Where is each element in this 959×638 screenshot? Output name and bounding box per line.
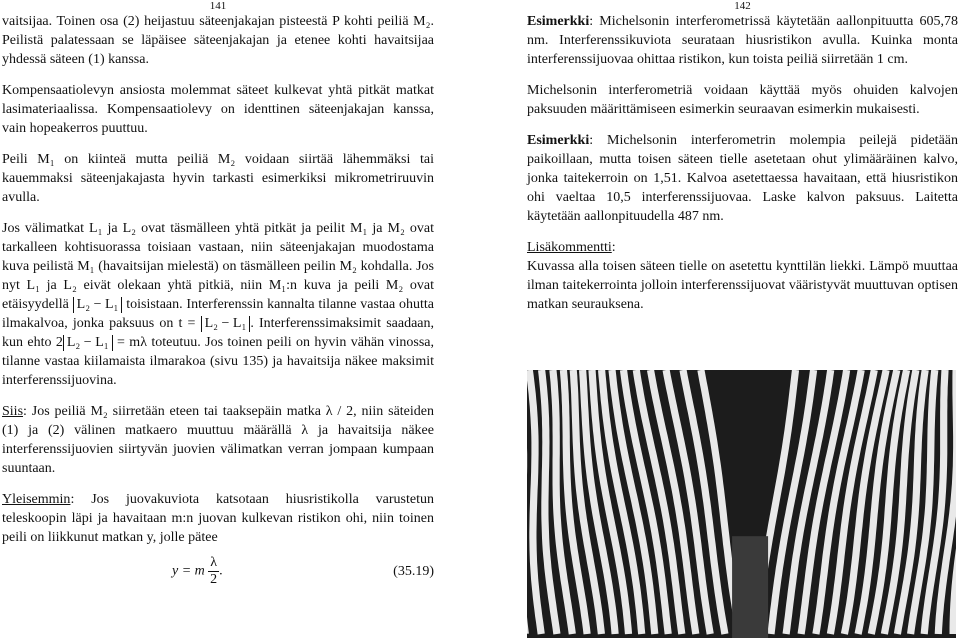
abs-l2-l1-c: L₂ − L₁ bbox=[63, 335, 113, 351]
candle-shape bbox=[732, 536, 768, 638]
paragraph-example-1 bbox=[527, 12, 958, 69]
eq-period: . bbox=[219, 563, 223, 579]
paragraph-mirror-movement: Peili M₁ on kiinteä mutta peiliä M₂ voidaan siirtää lähemmäksi tai kauemmaksi säteenjakajasta hyvin tarkasti esimerkiksi mikrometriruuvin avulla. bbox=[2, 152, 434, 205]
paragraph-beam-path: vaitsijaa. Toinen osa (2) heijastuu säteenjakajan pisteestä P kohti peiliä M₂. Peilistä palatessaan se läpäisee säteenjakajan ja etenee kohti havaitsijaa yhdessä säteen (1) kanssa. bbox=[2, 14, 434, 67]
path-text-a: Jos välimatkat L₁ ja L₂ ovat täsmälleen yhtä pitkät ja peilit M₁ ja M₂ ovat tarkalleen kohtisuorassa toisiaan vastaan, niin säteenjakajan muodostama kuva peilistä M₁ (havaitsijan mielestä) on täsmälleen peilin M₂ kohdalla. Jos nyt L₁ ja L₂ eivät olekaan yhtä pitkiä, niin M₁:n kuva ja peili M₂ ovat etäisyydellä bbox=[2, 221, 434, 312]
paragraph-example-2 bbox=[527, 131, 958, 226]
siis-label: Siis bbox=[2, 404, 24, 419]
equation-35-19 bbox=[2, 555, 434, 588]
path-text-d: = mλ toteutuu. Jos toinen peili on hyvin vähän vinossa, tilanne vastaa kiilamaista ilmarakoa (sivu 135) ja havaitsija näkee maksimit interferenssijuovina. bbox=[2, 335, 435, 388]
eq-denominator: 2 bbox=[210, 572, 218, 587]
right-page bbox=[527, 0, 958, 326]
paragraph-thin-film: Michelsonin interferometriä voidaan käyttää myös ohuiden kalvojen paksuuden määrittämiseen esimerkin seuraavan esimerkin mukaisesti. bbox=[527, 83, 958, 117]
paragraph-lisakommentti bbox=[527, 238, 958, 314]
yleisemmin-text: : Jos juovakuviota katsotaan hiusristikolla varustetun teleskoopin läpi ja havaitaan m:n juovan kulkevan ristikon ohi, niin toinen peili on liikkunut matkan y, jolle pätee bbox=[2, 492, 434, 545]
example-2-text: : Michelsonin interferometrin molempia peilejä pidetään paikoillaan, mutta toisen säteen tielle asetetaan ohut ylimääräinen kalvo, jonka taitekerroin on 1,51. Kalvoa asetettaessa havaitaan, että hiusristikon ohi vaeltaa 10,5 interferenssijuovaa. Laske kalvon paksuus. Laitetta käytetään aallonpituudella 487 nm. bbox=[527, 133, 958, 224]
lisakommentti-colon: : bbox=[611, 240, 616, 255]
siis-text: : Jos peiliä M₂ siirretään eteen tai taaksepäin matka λ / 2, niin säteiden (1) ja (2) välinen matkaero muuttuu määrällä λ ja havaitsija näkee interferenssijuovien siirtyvän juovien välimatkan verran jompaan kumpaan suuntaan. bbox=[2, 404, 434, 476]
lisakommentti-label: Lisäkommentti bbox=[527, 240, 612, 255]
eq-fraction bbox=[208, 555, 219, 588]
interference-fringes-figure bbox=[527, 370, 956, 638]
eq-lhs: y = m bbox=[172, 563, 205, 579]
path-text-b: toisistaan. Interferenssin kannalta tilanne vastaa ohutta ilmakalvoa, jonka paksuus on t = bbox=[2, 297, 435, 331]
page-number-142: 142 bbox=[734, 0, 751, 12]
path-text-c: . Interferenssimaksimit saadaan, kun ehto 2 bbox=[2, 316, 435, 350]
paragraph-yleisemmin bbox=[2, 490, 434, 547]
equation-number: (35.19) bbox=[393, 564, 434, 579]
paragraph-siis bbox=[2, 402, 434, 478]
example-2-label: Esimerkki bbox=[527, 133, 590, 148]
left-page bbox=[2, 0, 434, 588]
yleisemmin-label: Yleisemmin bbox=[2, 492, 71, 507]
eq-numerator: λ bbox=[210, 555, 218, 570]
example-1-label: Esimerkki bbox=[527, 14, 590, 29]
paragraph-path-difference bbox=[2, 219, 434, 390]
abs-l2-l1-b: L₂ − L₁ bbox=[201, 316, 251, 332]
lisakommentti-text: Kuvassa alla toisen säteen tielle on asetettu kynttilän liekki. Lämpö muuttaa ilman taitekerrointa jolloin interferenssijuovat vääristyvät muuttuvan optisen matkan seurauksena. bbox=[527, 259, 958, 312]
interference-fringes-candle-icon bbox=[527, 370, 956, 638]
equation-body bbox=[172, 555, 223, 588]
abs-l2-l1: L₂ − L₁ bbox=[73, 297, 123, 313]
paragraph-compensation-plate: Kompensaatiolevyn ansiosta molemmat säteet kulkevat yhtä pitkät matkat lasimateriaalissa. Kompensaatiolevy on identtinen säteenjakajan kanssa, vain hopeakerros puuttuu. bbox=[2, 83, 434, 136]
example-1-text: : Michelsonin interferometrissä käytetään aallonpituutta 605,78 nm. Interferenssikuviota seurataan hiusristikon avulla. Kuinka monta interferenssijuovaa ohittaa ristikon, kun toista peiliä siirretään 1 cm. bbox=[527, 14, 958, 67]
page-number-141: 141 bbox=[209, 0, 227, 12]
